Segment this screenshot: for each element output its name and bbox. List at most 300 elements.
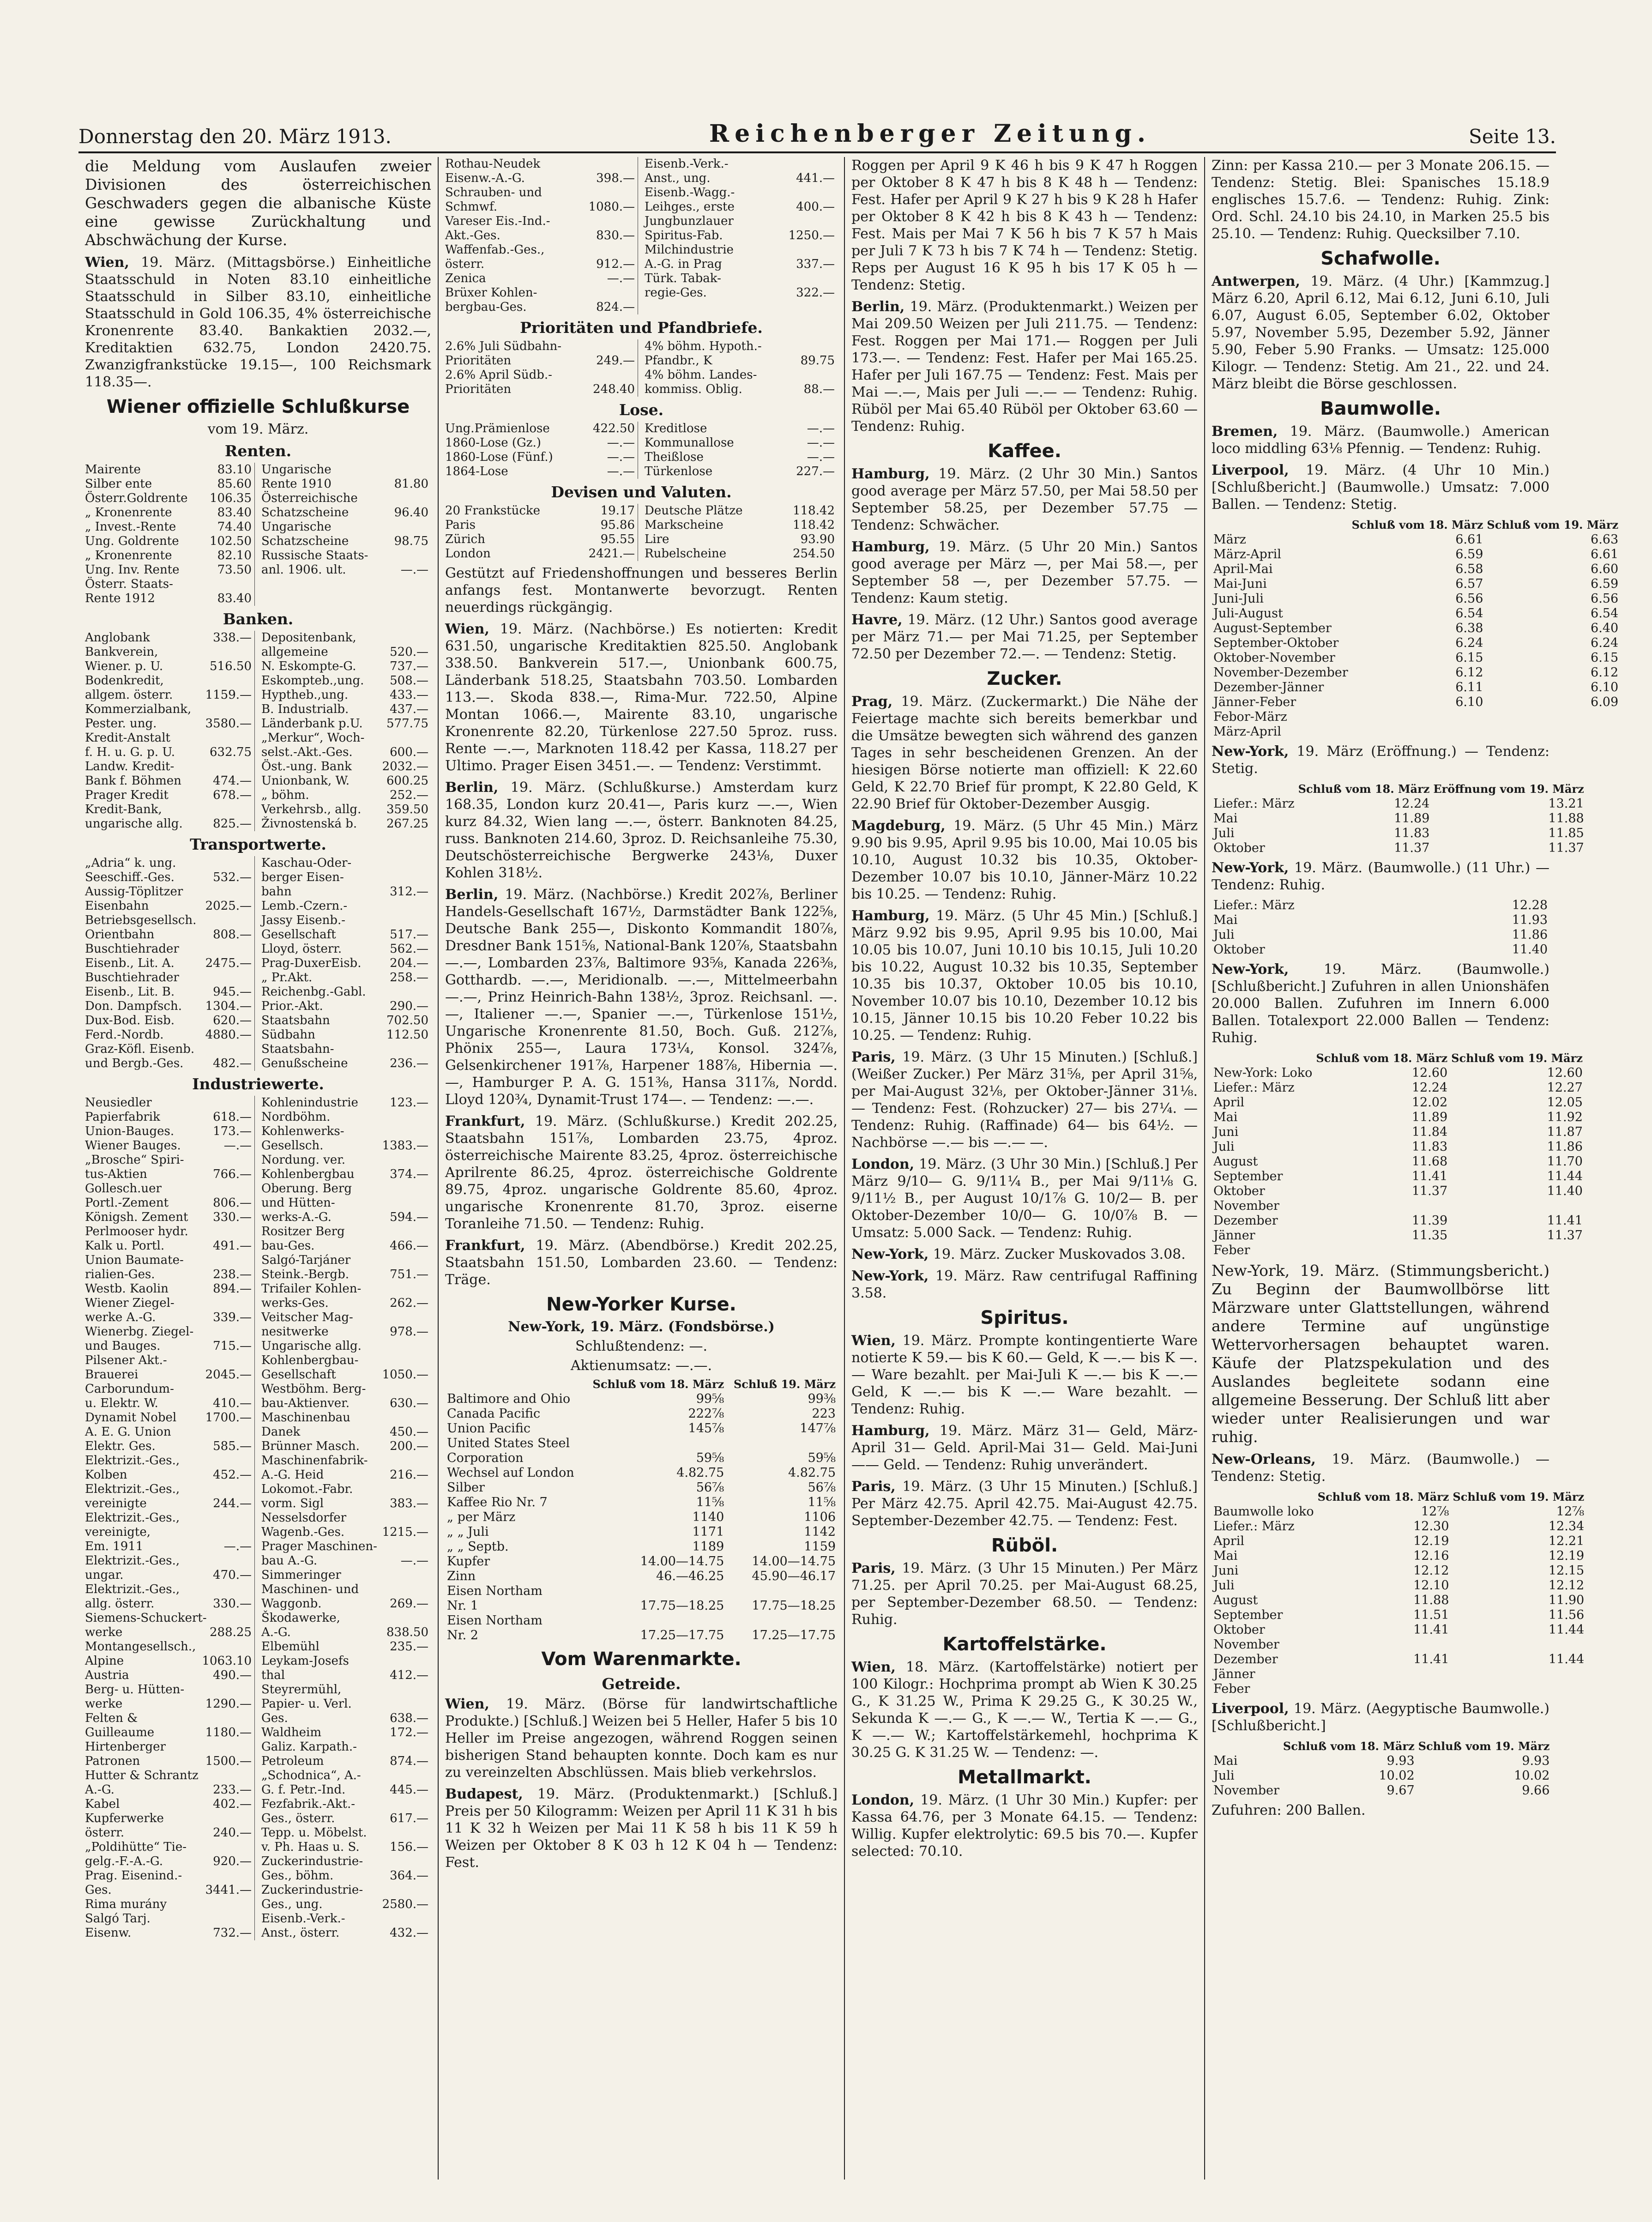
- new-orleans-table-row: [1212, 1637, 1586, 1652]
- kurs-row: [261, 928, 428, 942]
- kurs-value: 824.—: [596, 300, 635, 314]
- ny-eroeffnung-table-row: [1212, 797, 1586, 811]
- kurs-name: kommiss. Oblig.: [645, 382, 742, 396]
- kurse-renten-table: [85, 463, 431, 606]
- kurs-row: [261, 1014, 428, 1028]
- ny-schluss-table-label: Mai: [1213, 1110, 1238, 1124]
- ny-schluss-table-head-b: Schluß vom 19. März: [1451, 1051, 1583, 1065]
- kurs-name: Milchindustrie: [645, 243, 734, 257]
- kurs-value: 508.—: [390, 674, 428, 688]
- kurs-value: 89.75: [800, 354, 835, 368]
- kurs-name: u. Elektr. W.: [85, 1396, 158, 1410]
- kurs-name: Maschinen- und: [261, 1582, 359, 1596]
- nachboerse-report-label: Frankfurt,: [445, 1113, 525, 1129]
- kurs-name: Nordböhm.: [261, 1110, 331, 1124]
- new-orleans-table-label: April: [1213, 1534, 1244, 1548]
- ny-val-a: 11⅝: [696, 1495, 724, 1510]
- new-orleans-table-head-a: Schluß vom 18. März: [1317, 1490, 1449, 1503]
- new-orleans-table-val-b: 11.56: [1548, 1608, 1585, 1622]
- ny-schluss-table-label: April: [1213, 1095, 1244, 1110]
- new-orleans-table-row: [1212, 1623, 1586, 1637]
- liverpool-table-head-b: Schluß vom 19. März: [1487, 518, 1619, 531]
- kurs-name: Elektrizit.-Ges.,: [85, 1454, 180, 1467]
- kurs-row: [85, 1196, 252, 1210]
- header-page-number: Seite 13.: [1469, 125, 1556, 148]
- kurs-row: [261, 534, 428, 549]
- kurs-name: Neusiedler: [85, 1096, 152, 1110]
- kurs-name: Eisenb., Lit. A.: [85, 956, 175, 970]
- kurs-row: [261, 491, 428, 506]
- kurs-row: [85, 1697, 252, 1711]
- liverpool-aegypt-table-val-b: 9.66: [1522, 1783, 1550, 1798]
- kurs-row: [445, 157, 635, 171]
- kurs-name: werks-A.-G.: [261, 1210, 332, 1224]
- ny-schluss-report-text: 19. März. (Baumwolle.) [Schlußbericht.] Zufuhren in allen Unionshäfen 20.000 Ballen. Zufuhren im Innern 6.000 Ballen. Totalexport 22.000 Ballen — Tendenz: Ruhig.: [1212, 961, 1550, 1046]
- nachboerse-report-text: 19. März. (Schlußkurse.) Kredit 202.25, Staatsbahn 151⅞, Lombarden 23.75, 4proz. österreichische Mairente 83.25, 4proz. österreichische Aprilrente 86.25, 4proz. österreichische Goldrente 89.75, 4proz. ungarische Goldrente 85.60, 4proz. ungarische Kronenrente 81.70, 3proz. eiserne Toranleihe 71.50. — Tendenz: Ruhig.: [445, 1113, 838, 1232]
- ny-row: [445, 1510, 838, 1525]
- kurs-groups: [85, 441, 431, 1940]
- ny-schluss-table-val-a: 11.41: [1411, 1169, 1448, 1183]
- kurs-row: [85, 491, 252, 506]
- zucker-report-text: 19. März. (3 Uhr 15 Minuten.) [Schluß.] (Weißer Zucker.) Per März 31⅝, per April 31⅝, per Mai-August 32⅛, per Oktober-Jänner 31⅛. — Tendenz: Fest. (Rohzucker) 27— bis 27¼. — Tendenz: Ruhig. (Raffinade) 64— bis 64½. — Nachbörse —.— bis —.— —.: [851, 1049, 1198, 1151]
- kurs-row: [645, 518, 835, 532]
- new-orleans-table-val-a: 12.12: [1413, 1564, 1449, 1578]
- section-title-schlusskurse: Wiener offizielle Schlußkurse: [106, 396, 410, 417]
- new-orleans-table-label: Juli: [1213, 1578, 1235, 1593]
- kurs-name: f. H. u. G. p. U.: [85, 745, 175, 759]
- wien-label: Wien,: [85, 254, 129, 271]
- kurs-row: [261, 1912, 428, 1926]
- zufuhren-note: Zufuhren: 200 Ballen.: [1212, 1802, 1366, 1818]
- kurs-row: [445, 504, 635, 518]
- ny-schluss-table-val-b: 12.05: [1547, 1095, 1583, 1110]
- liverpool-table-row: [1212, 680, 1620, 695]
- new-orleans-table-label: Jänner: [1213, 1667, 1255, 1681]
- ny-row: [445, 1540, 838, 1554]
- kurs-row: [645, 504, 835, 518]
- kurs-row: [261, 856, 428, 870]
- ny-label: Nr. 2: [447, 1628, 478, 1642]
- liverpool-aegypt-table-val-b: 10.02: [1514, 1769, 1550, 1783]
- kurs-value: 262.—: [390, 1296, 428, 1310]
- kurs-name: Kommunallose: [645, 436, 734, 450]
- kurs-name: Eisenbahn: [85, 899, 149, 913]
- kurs-value: 1250.—: [788, 229, 835, 242]
- kurs-row: [85, 592, 252, 606]
- kurs-name: Gesellsch.: [261, 1139, 324, 1153]
- kurs-name: 2.6% April Südb.-: [445, 368, 552, 382]
- ny-val-a: 56⅞: [696, 1480, 724, 1495]
- kurs-name: Prior.-Akt.: [261, 999, 323, 1013]
- kurs-row: [261, 674, 428, 688]
- ny-11uhr-table-val-a: [1435, 898, 1445, 913]
- kurs-name: Fezfabrik.-Akt.-: [261, 1797, 356, 1811]
- getreide-cont: Roggen per April 9 K 46 h bis 9 K 47 h Roggen per Oktober 8 K 47 h bis 8 K 48 h — Tendenz: Fest. Hafer per April 9 K 27 h bis 9 K 28 h Hafer per Oktober 8 K 42 h bis 8 K 43 h — Tendenz: Fest. Mais per Mai 7 K 56 h bis 7 K 57 h Mais per Juli 7 K 73 h bis 7 K 74 h — Tendenz: Stetig. Reps per August 16 K 95 h bis 17 K 05 h — Tendenz: Stetig.: [851, 157, 1198, 293]
- kurs-name: werke A.-G.: [85, 1310, 156, 1324]
- kurs-name: Schmwf.: [445, 200, 497, 214]
- kurs-name: Türkenlose: [645, 465, 713, 478]
- kurs-name: Kohlenbergbau-: [261, 1353, 359, 1367]
- kurs-row: [85, 1368, 252, 1382]
- kurs-row: [85, 1439, 252, 1454]
- kurs-row: [85, 659, 252, 674]
- kurs-value: 118.42: [793, 518, 835, 532]
- kurs-name: Kreditlose: [645, 422, 707, 435]
- kurs-row: [85, 899, 252, 913]
- kurs-value: 398.—: [596, 171, 635, 185]
- kaffee-report: [851, 611, 1198, 663]
- kurs-row: [645, 286, 835, 300]
- kurs-row: [445, 436, 635, 450]
- kurs-name: Waggonb.: [261, 1597, 322, 1611]
- ny-row: [445, 1599, 838, 1613]
- kurs-row: [85, 1726, 252, 1740]
- new-orleans-table-val-a: 11.41: [1413, 1623, 1449, 1637]
- kurs-name: Zuckerindustrie-: [261, 1854, 363, 1868]
- kurs-row: [445, 422, 635, 436]
- ny-row: [445, 1407, 838, 1421]
- ny-schluss-table-row: [1212, 1154, 1585, 1169]
- kurs-name: Wienerbg. Ziegel-: [85, 1325, 194, 1339]
- kaffee-report: [851, 465, 1198, 534]
- kurs-value: 751.—: [390, 1268, 428, 1281]
- kurs-row: [261, 745, 428, 760]
- kurse-transport-left: [85, 856, 255, 1071]
- kaffee-report-text: 19. März. (12 Uhr.) Santos good average per März 71.— per Mai 71.25, per September 72.50 per Dezember 72.—. — Tendenz: Stetig.: [851, 612, 1198, 662]
- ny-umsatz: Aktienumsatz: —.—.: [570, 1358, 712, 1374]
- liverpool-table-row: [1212, 606, 1620, 621]
- kurs-name: Österreichische: [261, 491, 358, 505]
- ny-11uhr-table-val-a: [1435, 913, 1445, 928]
- kurs-name: Gesellschaft: [261, 928, 336, 942]
- kurs-name: 2.6% Juli Südbahn-: [445, 339, 562, 353]
- kurs-row: [645, 214, 835, 229]
- kurs-name: Pilsener Akt.-: [85, 1353, 167, 1367]
- kurs-value: —.—: [223, 1139, 252, 1153]
- kurs-value: 702.50: [386, 1014, 428, 1027]
- kurs-name: Russische Staats-: [261, 549, 368, 562]
- kurs-row: [85, 1783, 252, 1797]
- ny-11uhr-table-val-a: [1435, 942, 1445, 957]
- ny-schluss-table-label: November: [1213, 1199, 1279, 1213]
- ny-schluss-table-val-b: 11.41: [1547, 1214, 1583, 1228]
- ny-label: Baltimore and Ohio: [447, 1392, 571, 1406]
- kurs-row: [85, 1310, 252, 1325]
- kurs-name: Brauerei: [85, 1368, 139, 1382]
- kurs-name: Südbahn: [261, 1028, 315, 1042]
- kurs-row: [85, 1554, 252, 1568]
- kurs-name: bau-Aktienver.: [261, 1396, 350, 1410]
- ny-schluss-table-val-a: 12.24: [1411, 1081, 1448, 1095]
- liverpool-table-label: Febor-März: [1213, 710, 1287, 724]
- kurs-row: [85, 1396, 252, 1411]
- kurs-name: N. Eskompte-G.: [261, 659, 356, 673]
- kurs-name: Prag-DuxerEisb.: [261, 956, 362, 970]
- ny-eroeffnung-table-label: Juli: [1213, 826, 1235, 840]
- kurs-row: [261, 1640, 428, 1654]
- kurs-value: 1050.—: [382, 1368, 428, 1382]
- liverpool-aegypt-table-head-a: Schluß vom 18. März: [1283, 1739, 1415, 1753]
- new-orleans-table-val-b: 12.19: [1548, 1549, 1585, 1563]
- kurs-name: Staatsbahn: [261, 1014, 330, 1027]
- ny-11uhr-table-label: Juli: [1213, 928, 1235, 942]
- kurs-row: [645, 257, 835, 272]
- kurs-row: [261, 1840, 428, 1854]
- kurs-name: Eisenw.-A.-G.: [445, 171, 525, 185]
- kurs-name: Zuckerindustrie-: [261, 1883, 363, 1897]
- new-orleans-table-val-b: [1451, 1637, 1586, 1652]
- kurs-row: [261, 549, 428, 563]
- ny-eroeffnung-table-val-b: 11.88: [1548, 811, 1584, 826]
- kurs-name: vorm. Sigl: [261, 1497, 324, 1510]
- kurs-name: „ Pr.Akt.: [261, 971, 313, 984]
- ny-schluss-table-val-b: 11.70: [1547, 1154, 1583, 1169]
- kurs-name: Schatzscheine: [261, 534, 349, 548]
- kurs-row: [261, 1439, 428, 1454]
- liverpool-table-row: [1212, 592, 1620, 606]
- kurs-row: [85, 1110, 252, 1124]
- ny-schluss-table-head-row: [1212, 1051, 1585, 1066]
- kurs-row: [261, 1425, 428, 1439]
- kurs-value: 978.—: [390, 1325, 428, 1339]
- kurs-value: 248.40: [593, 382, 635, 396]
- ny-schluss-table-val-a: 11.84: [1411, 1125, 1448, 1139]
- kurs-row: [85, 1811, 252, 1826]
- ny-schluss-table-val-a: 11.39: [1411, 1214, 1448, 1228]
- kurs-row: [645, 339, 835, 354]
- new-orleans-report: [1212, 1451, 1550, 1485]
- kurs-row: [85, 971, 252, 985]
- nachboerse-reports: [445, 621, 838, 1288]
- kurs-name: 1864-Lose: [445, 465, 508, 478]
- kurs-row: [261, 1468, 428, 1482]
- kurs-row: [85, 1711, 252, 1726]
- ny-11uhr-table-label: Oktober: [1213, 942, 1265, 957]
- new-orleans-table-val-a: [1316, 1667, 1451, 1682]
- wolle-report-label: Antwerpen,: [1212, 273, 1300, 290]
- kurs-row: [261, 870, 428, 885]
- kurs-name: Montangesellsch.,: [85, 1640, 196, 1654]
- ny-schluss-table-row: [1212, 1066, 1585, 1081]
- new-orleans-table-val-b: 12.15: [1548, 1564, 1585, 1578]
- ny-11uhr-table-row: [1212, 928, 1550, 942]
- kurs-value: 562.—: [390, 942, 428, 956]
- kartoffel-report: [851, 1659, 1198, 1761]
- ny-11uhr-table-label: Liefer.: März: [1213, 898, 1295, 912]
- kurs-value: 618.—: [213, 1110, 252, 1124]
- kurs-value: 445.—: [390, 1783, 428, 1797]
- kurs-value: 322.—: [796, 286, 835, 300]
- kurs-value: —.—: [807, 422, 835, 435]
- new-orleans-table-label: Feber: [1213, 1682, 1250, 1696]
- kurs-row: [85, 534, 252, 549]
- new-orleans-table-val-b: 12.34: [1548, 1519, 1585, 1534]
- ny-schluss-table-label: Juni: [1213, 1125, 1239, 1139]
- liverpool-table-row: [1212, 725, 1620, 739]
- ny-eroeffnung-table-label: Liefer.: März: [1213, 797, 1295, 811]
- kurs-name: Salgó-Tarjáner: [261, 1253, 351, 1267]
- ny-val-a: 222⅞: [688, 1407, 724, 1421]
- kurs-row: [261, 1096, 428, 1110]
- kurs-value: 594.—: [390, 1210, 428, 1224]
- new-orleans-table-val-a: 12⅞: [1421, 1504, 1449, 1519]
- ny-schluss-table-row: [1212, 1095, 1585, 1110]
- kurs-row: [85, 1625, 252, 1640]
- kurs-name: Carborundum-: [85, 1382, 174, 1396]
- metall-cont: Zinn: per Kassa 210.— per 3 Monate 206.15. — Tendenz: Stetig. Blei: Spanisches 15.18.9 englisches 15.7.6. — Tendenz: Ruhig. Zink: Ord. Schl. 24.10 bis 24.10, in Marken 25.5 bis 25.10. — Tendenz: Ruhig. Quecksilber 7.10.: [1212, 157, 1550, 242]
- kurs-name: Paris: [445, 518, 476, 532]
- liverpool-aegypt-table-row: [1212, 1754, 1551, 1769]
- liverpool-table-val-a: [1350, 710, 1485, 725]
- column-2: [439, 157, 845, 2180]
- kurs-name: A.-G. in Prag: [645, 257, 722, 271]
- kurs-row: [85, 1840, 252, 1854]
- kurs-value: 808.—: [213, 928, 252, 942]
- ny-eroeffnung-table-val-b: 11.37: [1548, 841, 1584, 855]
- kurs-name: Zürich: [445, 532, 485, 546]
- ny-schluss-table-head-blank: [1212, 1051, 1314, 1066]
- kurs-row: [645, 229, 835, 243]
- kurs-name: Eskompteb.,ung.: [261, 674, 364, 688]
- kurs-row: [85, 1683, 252, 1697]
- kurs-name: „Brosche“ Spiri-: [85, 1153, 184, 1167]
- getreide-budapest: [445, 1786, 838, 1871]
- wien-text: 19. März. (Mittagsbörse.) Einheitliche Staatsschuld in Noten 83.10 einheitliche Staatsschuld in Silber 83.10, einheitliche Staatsschuld in Gold 106.35, 4% österreichische Kronenrente 83.40. Bankaktien 2032.—, Kreditaktien 632.75, London 2420.75. Zwanzigfrankstücke 19.15—, 100 Reichsmark 118.35—.: [85, 254, 431, 390]
- kurs-name: österr.: [445, 257, 485, 271]
- new-orleans-table-label: Mai: [1213, 1549, 1238, 1563]
- kurs-row: [261, 1683, 428, 1697]
- kurse-lose-head: Lose.: [619, 401, 664, 419]
- kurs-row: [261, 1482, 428, 1497]
- schafwolle-title: Schafwolle.: [1320, 248, 1441, 269]
- ny-val-a: 17.25—17.75: [640, 1628, 724, 1642]
- kurs-value: 204.—: [390, 956, 428, 970]
- new-orleans-table-label: Dezember: [1213, 1652, 1278, 1666]
- new-orleans-table-val-a: [1316, 1637, 1451, 1652]
- ny-schluss-table-val-b: 12.27: [1547, 1081, 1583, 1095]
- kurs-name: Seeschiff.-Ges.: [85, 870, 175, 884]
- kurs-name: Alpine: [85, 1654, 124, 1668]
- kurs-name: Ges., böhm.: [261, 1869, 334, 1883]
- liverpool-table: [1212, 518, 1620, 739]
- kurs-row: [85, 803, 252, 817]
- ny-line2: Schlußtendenz: —.: [575, 1338, 708, 1354]
- nachboerse-report-text: 19. März. (Nachbörse.) Kredit 202⅞, Berliner Handels-Gesellschaft 167½, Darmstädter Bank 122⅝, Deutsche Bank 255—, Diskonto Kommandit 180⅞, Dresdner Bank 151⅝, National-Bank 120⅞, Staatsbahn —.—, Lombarden 23⅞, Baltimore 93⅝, Kanada 226⅜, Gotthardb. —.—, Meridionalb. —.—, Mittelmeerbahn —.—, Prinz Heinrich-Bahn 138½, 3proz. Reichsanl. —.—, Italiener —.—, Spanier —.—, Türkenlose 151½, Ungarische Kronenrente 81.50, Boch. Guß. 212⅞, Phönix 255—, Laura 173¼, Konsol. 324⅞, Gelsenkirchener 191⅞, Harpener 188⅞, Hibernia —.—, Hamburger P. A. G. 151⅜, Hansa 311⅞, Nordd. Lloyd 120¾, Dynamit-Trust 174—. — Tendenz: —.—.: [445, 887, 838, 1108]
- kurs-value: 1080.—: [588, 200, 635, 214]
- new-orleans-table-val-a: 12.16: [1413, 1549, 1449, 1563]
- ny-eroeffnung-table-val-a: 11.89: [1394, 811, 1430, 826]
- kurs-name: „ Invest.-Rente: [85, 520, 176, 534]
- kurs-row: [85, 1167, 252, 1182]
- kurs-row: [85, 1797, 252, 1811]
- kurs-value: 830.—: [596, 229, 635, 242]
- ny-label: Kaffee Rio Nr. 7: [447, 1495, 548, 1510]
- kurs-row: [261, 1869, 428, 1883]
- kurs-value: —.—: [400, 563, 428, 577]
- spiritus-report: [851, 1332, 1198, 1418]
- kurs-name: Länderbank p.U.: [261, 717, 363, 731]
- ny-schluss-table-val-a: 11.68: [1411, 1154, 1448, 1169]
- ny-schluss-table-label: Liefer.: März: [1213, 1081, 1295, 1095]
- kurs-value: 244.—: [213, 1497, 252, 1510]
- kartoffel-report-text: 18. März. (Kartoffelstärke) notiert per 100 Kilogr.: Hochprima prompt ab Wien K 30.25 G., K 31.25 W., Prima K 29.25 G., K 30.25 W., Sekunda K —.— G., K —.— W., Tertia K —.— G., K —.— W.; Kartoffelstärkemehl, hochprima K 30.25 G. K 31.25 W. — Tendenz: —.: [851, 1659, 1198, 1761]
- kurs-name: Steyrermühl,: [261, 1683, 342, 1697]
- liverpool-aegypt-table-val-a: 9.67: [1387, 1783, 1415, 1798]
- kurs-name: „Schodnica“, A.-: [261, 1769, 361, 1782]
- ny-schluss-table-val-b: [1449, 1243, 1585, 1258]
- new-orleans-table-val-b: 11.44: [1548, 1623, 1585, 1637]
- new-orleans-table-row: [1212, 1549, 1586, 1564]
- liverpool-table-val-a: 6.12: [1455, 665, 1483, 680]
- kurs-name: Kredit-Anstalt: [85, 731, 171, 745]
- ny-schluss-table-val-b: 11.92: [1547, 1110, 1583, 1124]
- kurs-row: [261, 520, 428, 534]
- ny-schluss-table-label: Dezember: [1213, 1214, 1278, 1228]
- kurs-row: [85, 760, 252, 774]
- spiritus-title: Spiritus.: [980, 1307, 1069, 1328]
- kurs-row: [445, 465, 635, 479]
- kurs-value: —.—: [223, 1540, 252, 1553]
- kurs-value: 252.—: [390, 788, 428, 802]
- kurs-row: [261, 1042, 428, 1057]
- ny-schluss-table-row: [1212, 1214, 1585, 1228]
- kurs-name: „Adria“ k. ung.: [85, 856, 176, 870]
- kurs-value: 236.—: [390, 1057, 428, 1070]
- kurs-value: 74.40: [217, 520, 252, 534]
- kurs-name: werke: [85, 1625, 123, 1639]
- kurs-name: Kohlenwerks-: [261, 1124, 344, 1138]
- ny-eroeffnung-table-row: [1212, 826, 1586, 841]
- liverpool-table-head-row: [1212, 518, 1620, 532]
- kurs-row: [85, 674, 252, 688]
- new-orleans-table-label: Juni: [1213, 1564, 1239, 1578]
- kurs-row: [261, 1396, 428, 1411]
- ny-head-row: [445, 1377, 838, 1392]
- kurs-row: [261, 1668, 428, 1683]
- kurs-row: [85, 1139, 252, 1153]
- ny-row: [445, 1421, 838, 1436]
- ny-schluss-table-row: [1212, 1169, 1585, 1184]
- kurs-row: [85, 1339, 252, 1353]
- kurs-row: [85, 1525, 252, 1540]
- kurs-name: Rente 1912: [85, 592, 155, 605]
- kurs-row: [85, 1926, 252, 1940]
- page-header: [78, 115, 1556, 153]
- ny-label: Nr. 1: [447, 1599, 478, 1613]
- kurs-row: [261, 1239, 428, 1253]
- kurs-row: [85, 1454, 252, 1468]
- getreide-budapest-text: 19. März. (Produktenmarkt.) [Schluß.] Preis per 50 Kilogramm: Weizen per April 11 K 31 h bis 11 K 32 h Weizen per Mai 11 K 58 h bis 11 K 59 h Weizen per Oktober 8 K 03 h 12 K 04 h — Tendenz: Fest.: [445, 1786, 838, 1871]
- liverpool-aegypt-table-head-row: [1212, 1739, 1551, 1754]
- liverpool-table-val-a: [1350, 725, 1485, 739]
- kurs-row: [261, 885, 428, 899]
- ny-label: Wechsel auf London: [447, 1466, 574, 1480]
- ny-eroeffnung-table-head-blank: [1212, 782, 1296, 797]
- rueboel-report-text: 19. März. (3 Uhr 15 Minuten.) Per März 71.25. per April 70.25. per Mai-August 68.25, per September-Dezember 68.50. — Tendenz: Ruhig.: [851, 1560, 1198, 1628]
- new-orleans-table-row: [1212, 1682, 1586, 1697]
- kurs-name: Wiener. p. U.: [85, 659, 163, 673]
- zucker-report: [851, 1049, 1198, 1151]
- kurs-row: [261, 1625, 428, 1640]
- kurs-row: [261, 1897, 428, 1912]
- kurs-name: Wiener Ziegel-: [85, 1296, 175, 1310]
- ny-line1: New-York, 19. März. (Fondsbörse.): [508, 1319, 775, 1335]
- spiritus-report-label: Wien,: [851, 1333, 896, 1349]
- ny-11uhr-table: [1212, 898, 1550, 957]
- kurs-value: 1383.—: [382, 1139, 428, 1153]
- bremen-report-label: Bremen,: [1212, 423, 1278, 440]
- kurs-name: gelg.-F.-A.-G.: [85, 1854, 163, 1868]
